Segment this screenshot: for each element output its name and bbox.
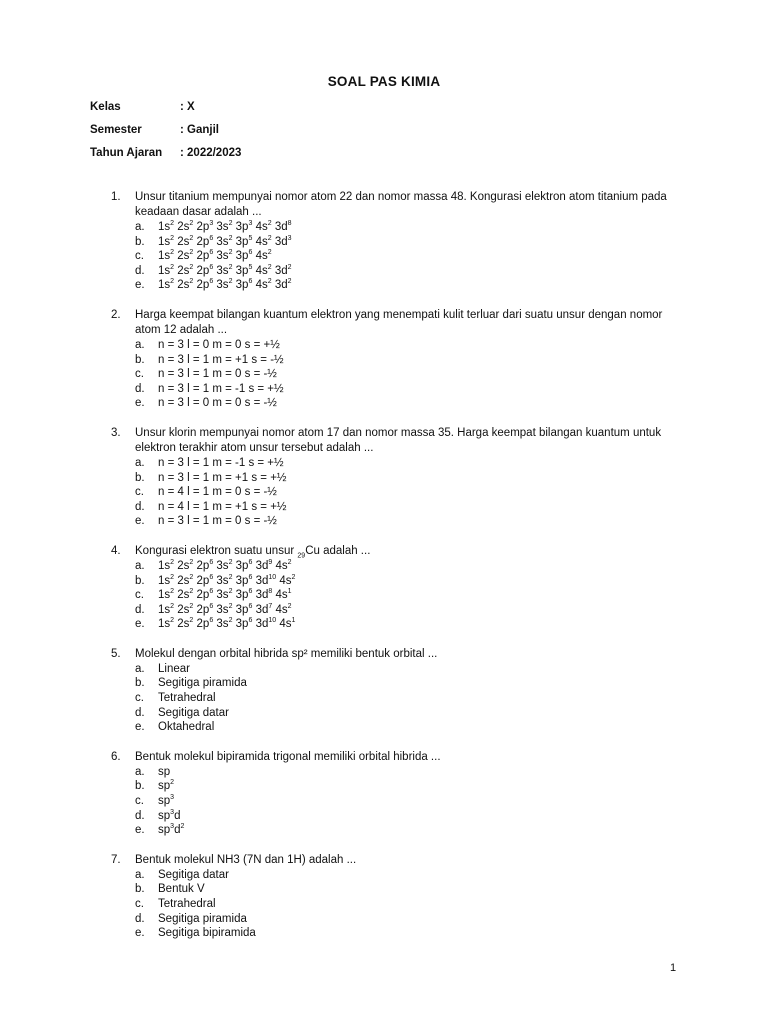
option-letter: e. xyxy=(135,721,145,734)
option-letter: e. xyxy=(135,397,145,410)
option-text: n = 3 l = 0 m = 0 s = +½ xyxy=(158,338,280,351)
answer-option xyxy=(135,823,671,838)
option-text: sp xyxy=(158,765,171,778)
option-letter: c. xyxy=(135,589,144,602)
option-text: Tetrahedral xyxy=(158,692,216,705)
answer-option xyxy=(135,278,671,293)
option-text: n = 3 l = 0 m = 0 s = -½ xyxy=(158,397,277,410)
answer-option xyxy=(135,249,671,264)
option-text: Segitiga datar xyxy=(158,868,229,881)
question-number: 4. xyxy=(111,544,121,557)
option-text: $1s^2$ $2s^2$ $2p^6$ $3s^2$ $3p^6$ $3d^9$ $4s^2$ xyxy=(158,559,292,572)
answer-options xyxy=(135,456,671,529)
option-letter: b. xyxy=(135,780,145,793)
answer-option xyxy=(135,868,671,883)
option-letter: c. xyxy=(135,795,144,808)
option-letter: a. xyxy=(135,456,145,469)
answer-option xyxy=(135,588,671,603)
question-item xyxy=(111,647,671,735)
question-text: Molekul dengan orbital hibrida sp² memiliki bentuk orbital ... xyxy=(135,647,438,660)
answer-option xyxy=(135,500,671,515)
option-letter: a. xyxy=(135,868,145,881)
question-text: Bentuk molekul bipiramida trigonal memiliki orbital hibrida ... xyxy=(135,750,441,763)
option-letter: d. xyxy=(135,603,145,616)
option-text: $1s^2$ $2s^2$ $2p^6$ $3s^2$ $3p^6$ $4s^2$ xyxy=(158,249,272,263)
question-number: 3. xyxy=(111,426,121,439)
answer-options xyxy=(135,220,671,293)
answer-option xyxy=(135,912,671,927)
option-letter: c. xyxy=(135,486,144,499)
answer-option xyxy=(135,264,671,279)
answer-option xyxy=(135,338,671,353)
option-text: $1s^2$ $2s^2$ $2p^6$ $3s^2$ $3p^6$ $4s^2$ $3d^2$ xyxy=(158,278,292,292)
answer-option xyxy=(135,574,671,589)
option-letter: e. xyxy=(135,279,145,292)
meta-row-semester xyxy=(90,124,219,136)
option-letter: e. xyxy=(135,618,145,631)
option-text: n = 3 l = 1 m = +1 s = +½ xyxy=(158,471,287,484)
option-letter: b. xyxy=(135,235,145,248)
option-text: $1s^2$ $2s^2$ $2p^6$ $3s^2$ $3p^5$ $4s^2$ $3d^2$ xyxy=(158,263,292,277)
answer-options xyxy=(135,559,671,632)
option-letter: c. xyxy=(135,898,144,910)
answer-option xyxy=(135,514,671,529)
question-list xyxy=(111,190,671,956)
option-text: $1s^2$ $2s^2$ $2p^3$ $3s^2$ $3p^3$ $4s^2$ $3d^8$ xyxy=(158,220,292,233)
answer-option xyxy=(135,897,671,912)
question-number: 2. xyxy=(111,308,121,321)
question-text: Bentuk molekul NH3 (7N dan 1H) adalah ... xyxy=(135,853,357,866)
option-text: n = 3 l = 1 m = -1 s = +½ xyxy=(158,382,284,395)
answer-option xyxy=(135,353,671,368)
option-text: $sp^3d$ xyxy=(158,808,181,822)
meta-value: : Ganjil xyxy=(180,124,219,136)
option-letter: b. xyxy=(135,677,145,690)
question-item xyxy=(111,190,671,293)
answer-options xyxy=(135,868,671,941)
answer-option xyxy=(135,382,671,397)
option-letter: e. xyxy=(135,515,145,528)
option-text: n = 3 l = 1 m = -1 s = +½ xyxy=(158,456,284,469)
option-text: n = 3 l = 1 m = 0 s = -½ xyxy=(158,515,277,528)
option-text: $1s^2$ $2s^2$ $2p^6$ $3s^2$ $3p^6$ $3d^{10}$ $4s^1$ xyxy=(158,617,296,631)
answer-option xyxy=(135,485,671,500)
option-text: Segitiga piramida xyxy=(158,912,247,925)
option-letter: a. xyxy=(135,221,145,233)
question-item xyxy=(111,853,671,941)
document-title: SOAL PAS KIMIA xyxy=(327,74,441,89)
answer-option xyxy=(135,471,671,486)
answer-option xyxy=(135,456,671,471)
option-text: Oktahedral xyxy=(158,721,215,734)
question-item xyxy=(111,544,671,632)
option-text: $1s^2$ $2s^2$ $2p^6$ $3s^2$ $3p^6$ $3d^{10}$ $4s^2$ xyxy=(158,573,296,587)
option-letter: b. xyxy=(135,353,145,366)
question-item xyxy=(111,426,671,529)
answer-option xyxy=(135,809,671,824)
option-letter: e. xyxy=(135,824,145,837)
meta-label: Kelas xyxy=(90,101,121,113)
question-text: Harga keempat bilangan kuantum elektron yang menempati kulit terluar dari suatu unsur dengan nomor atom 12 adalah ... xyxy=(135,308,663,336)
meta-label: Semester xyxy=(90,124,142,136)
option-letter: d. xyxy=(135,500,145,513)
meta-label: Tahun Ajaran xyxy=(90,147,163,159)
option-text: $sp^2$ xyxy=(158,779,175,793)
question-number: 6. xyxy=(111,750,121,763)
option-letter: d. xyxy=(135,706,145,719)
option-letter: b. xyxy=(135,471,145,484)
answer-option xyxy=(135,794,671,809)
option-text: Segitiga datar xyxy=(158,706,229,719)
answer-option xyxy=(135,676,671,691)
answer-options xyxy=(135,662,671,735)
question-text: Unsur klorin mempunyai nomor atom 17 dan nomor massa 35. Harga keempat bilangan kuantum untuk elektron terakhir atom unsur tersebut adalah ... xyxy=(135,426,662,454)
answer-option xyxy=(135,603,671,618)
question-number: 1. xyxy=(111,191,121,203)
option-text: $sp^3d^2$ xyxy=(158,823,185,837)
question-item xyxy=(111,750,671,838)
question-number: 5. xyxy=(111,647,121,660)
answer-option xyxy=(135,720,671,735)
answer-option xyxy=(135,367,671,382)
option-text: n = 3 l = 1 m = +1 s = -½ xyxy=(158,353,284,366)
option-letter: b. xyxy=(135,883,145,896)
option-text: n = 4 l = 1 m = 0 s = -½ xyxy=(158,486,277,499)
answer-option xyxy=(135,691,671,706)
answer-option xyxy=(135,926,671,941)
page-number: 1 xyxy=(670,962,677,974)
answer-option xyxy=(135,779,671,794)
question-text: Kongurasi elektron suatu unsur $_{29}$Cu adalah ... xyxy=(135,544,371,560)
meta-row-tahun-ajaran xyxy=(90,147,241,159)
option-text: n = 3 l = 1 m = 0 s = -½ xyxy=(158,368,277,381)
answer-option xyxy=(135,559,671,574)
option-letter: d. xyxy=(135,382,145,395)
meta-row-kelas xyxy=(90,101,195,113)
option-letter: a. xyxy=(135,338,145,351)
answer-option xyxy=(135,765,671,780)
answer-option xyxy=(135,396,671,411)
option-text: $1s^2$ $2s^2$ $2p^6$ $3s^2$ $3p^6$ $3d^8$ $4s^1$ xyxy=(158,588,292,602)
option-text: $sp^3$ xyxy=(158,794,175,808)
option-letter: d. xyxy=(135,264,145,277)
option-letter: d. xyxy=(135,809,145,822)
option-text: Linear xyxy=(158,662,190,675)
answer-options xyxy=(135,765,671,838)
answer-option xyxy=(135,617,671,632)
option-text: $1s^2$ $2s^2$ $2p^6$ $3s^2$ $3p^5$ $4s^2$ $3d^3$ xyxy=(158,234,292,248)
option-letter: c. xyxy=(135,250,144,263)
option-text: Segitiga bipiramida xyxy=(158,927,256,940)
answer-option xyxy=(135,706,671,721)
option-text: Tetrahedral xyxy=(158,898,216,910)
option-text: $1s^2$ $2s^2$ $2p^6$ $3s^2$ $3p^6$ $3d^7$ $4s^2$ xyxy=(158,602,292,616)
meta-value: : X xyxy=(180,101,195,113)
option-text: n = 4 l = 1 m = +1 s = +½ xyxy=(158,500,287,513)
answer-option xyxy=(135,235,671,250)
option-text: Segitiga piramida xyxy=(158,677,247,690)
option-letter: a. xyxy=(135,765,145,778)
question-text: Unsur titanium mempunyai nomor atom 22 dan nomor massa 48. Kongurasi elektron atom titanium pada keadaan dasar adalah ... xyxy=(135,191,667,218)
option-letter: c. xyxy=(135,368,144,381)
option-text: Bentuk V xyxy=(158,883,205,896)
option-letter: d. xyxy=(135,912,145,925)
answer-option xyxy=(135,662,671,677)
answer-options xyxy=(135,338,671,411)
meta-value: : 2022/2023 xyxy=(180,147,242,159)
option-letter: b. xyxy=(135,574,145,587)
question-number: 7. xyxy=(111,853,121,866)
option-letter: c. xyxy=(135,692,144,705)
option-letter: a. xyxy=(135,662,145,675)
answer-option xyxy=(135,220,671,235)
question-item xyxy=(111,308,671,411)
answer-option xyxy=(135,882,671,897)
option-letter: a. xyxy=(135,559,145,572)
option-letter: e. xyxy=(135,927,145,940)
